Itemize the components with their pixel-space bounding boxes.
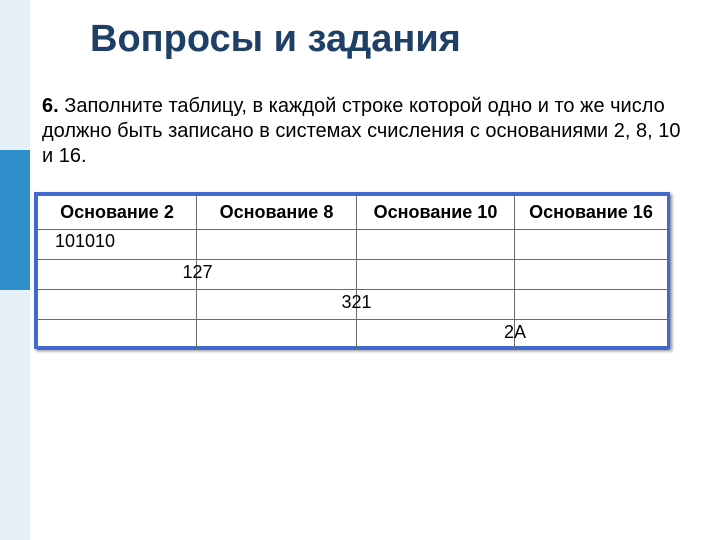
task-body: Заполните таблицу, в каждой строке которой одно и то же число должно быть записано в системах счисления с основаниями 2, 8, 10 и 16.	[42, 95, 681, 167]
table-cell[interactable]	[357, 260, 515, 290]
table-header-row	[38, 196, 668, 230]
table-row	[38, 260, 668, 290]
table-row	[38, 230, 668, 260]
table-cell[interactable]	[38, 290, 197, 320]
table-cell[interactable]	[38, 230, 197, 260]
table-cell[interactable]	[197, 320, 357, 350]
header-base-10: Основание 10	[357, 196, 515, 230]
table-cell[interactable]	[341, 290, 515, 320]
table-cell[interactable]	[38, 320, 197, 350]
header-base-16: Основание 16	[515, 196, 668, 230]
table-cell[interactable]	[515, 260, 668, 290]
table-cell[interactable]	[182, 260, 357, 290]
cell-value: 101010	[54, 231, 116, 251]
left-decor-accent	[0, 150, 30, 290]
task-number: 6.	[42, 95, 59, 117]
table-row	[38, 290, 668, 320]
cell-value: 127	[182, 262, 213, 282]
table-cell[interactable]	[197, 230, 357, 260]
cell-value: 2A	[503, 322, 527, 342]
table-row	[38, 320, 668, 350]
task-text	[42, 94, 692, 169]
number-systems-table	[34, 192, 670, 349]
table-cell[interactable]	[357, 230, 515, 260]
slide-title: Вопросы и задания	[90, 18, 461, 60]
table-cell[interactable]	[503, 320, 668, 350]
cell-value: 321	[341, 292, 372, 312]
table-cell[interactable]	[515, 230, 668, 260]
table-cell[interactable]	[515, 290, 668, 320]
table-cell[interactable]	[357, 320, 515, 350]
header-base-2: Основание 2	[38, 196, 197, 230]
table-cell[interactable]	[38, 260, 197, 290]
header-base-8: Основание 8	[197, 196, 357, 230]
table	[37, 195, 668, 350]
table-cell[interactable]	[197, 290, 357, 320]
